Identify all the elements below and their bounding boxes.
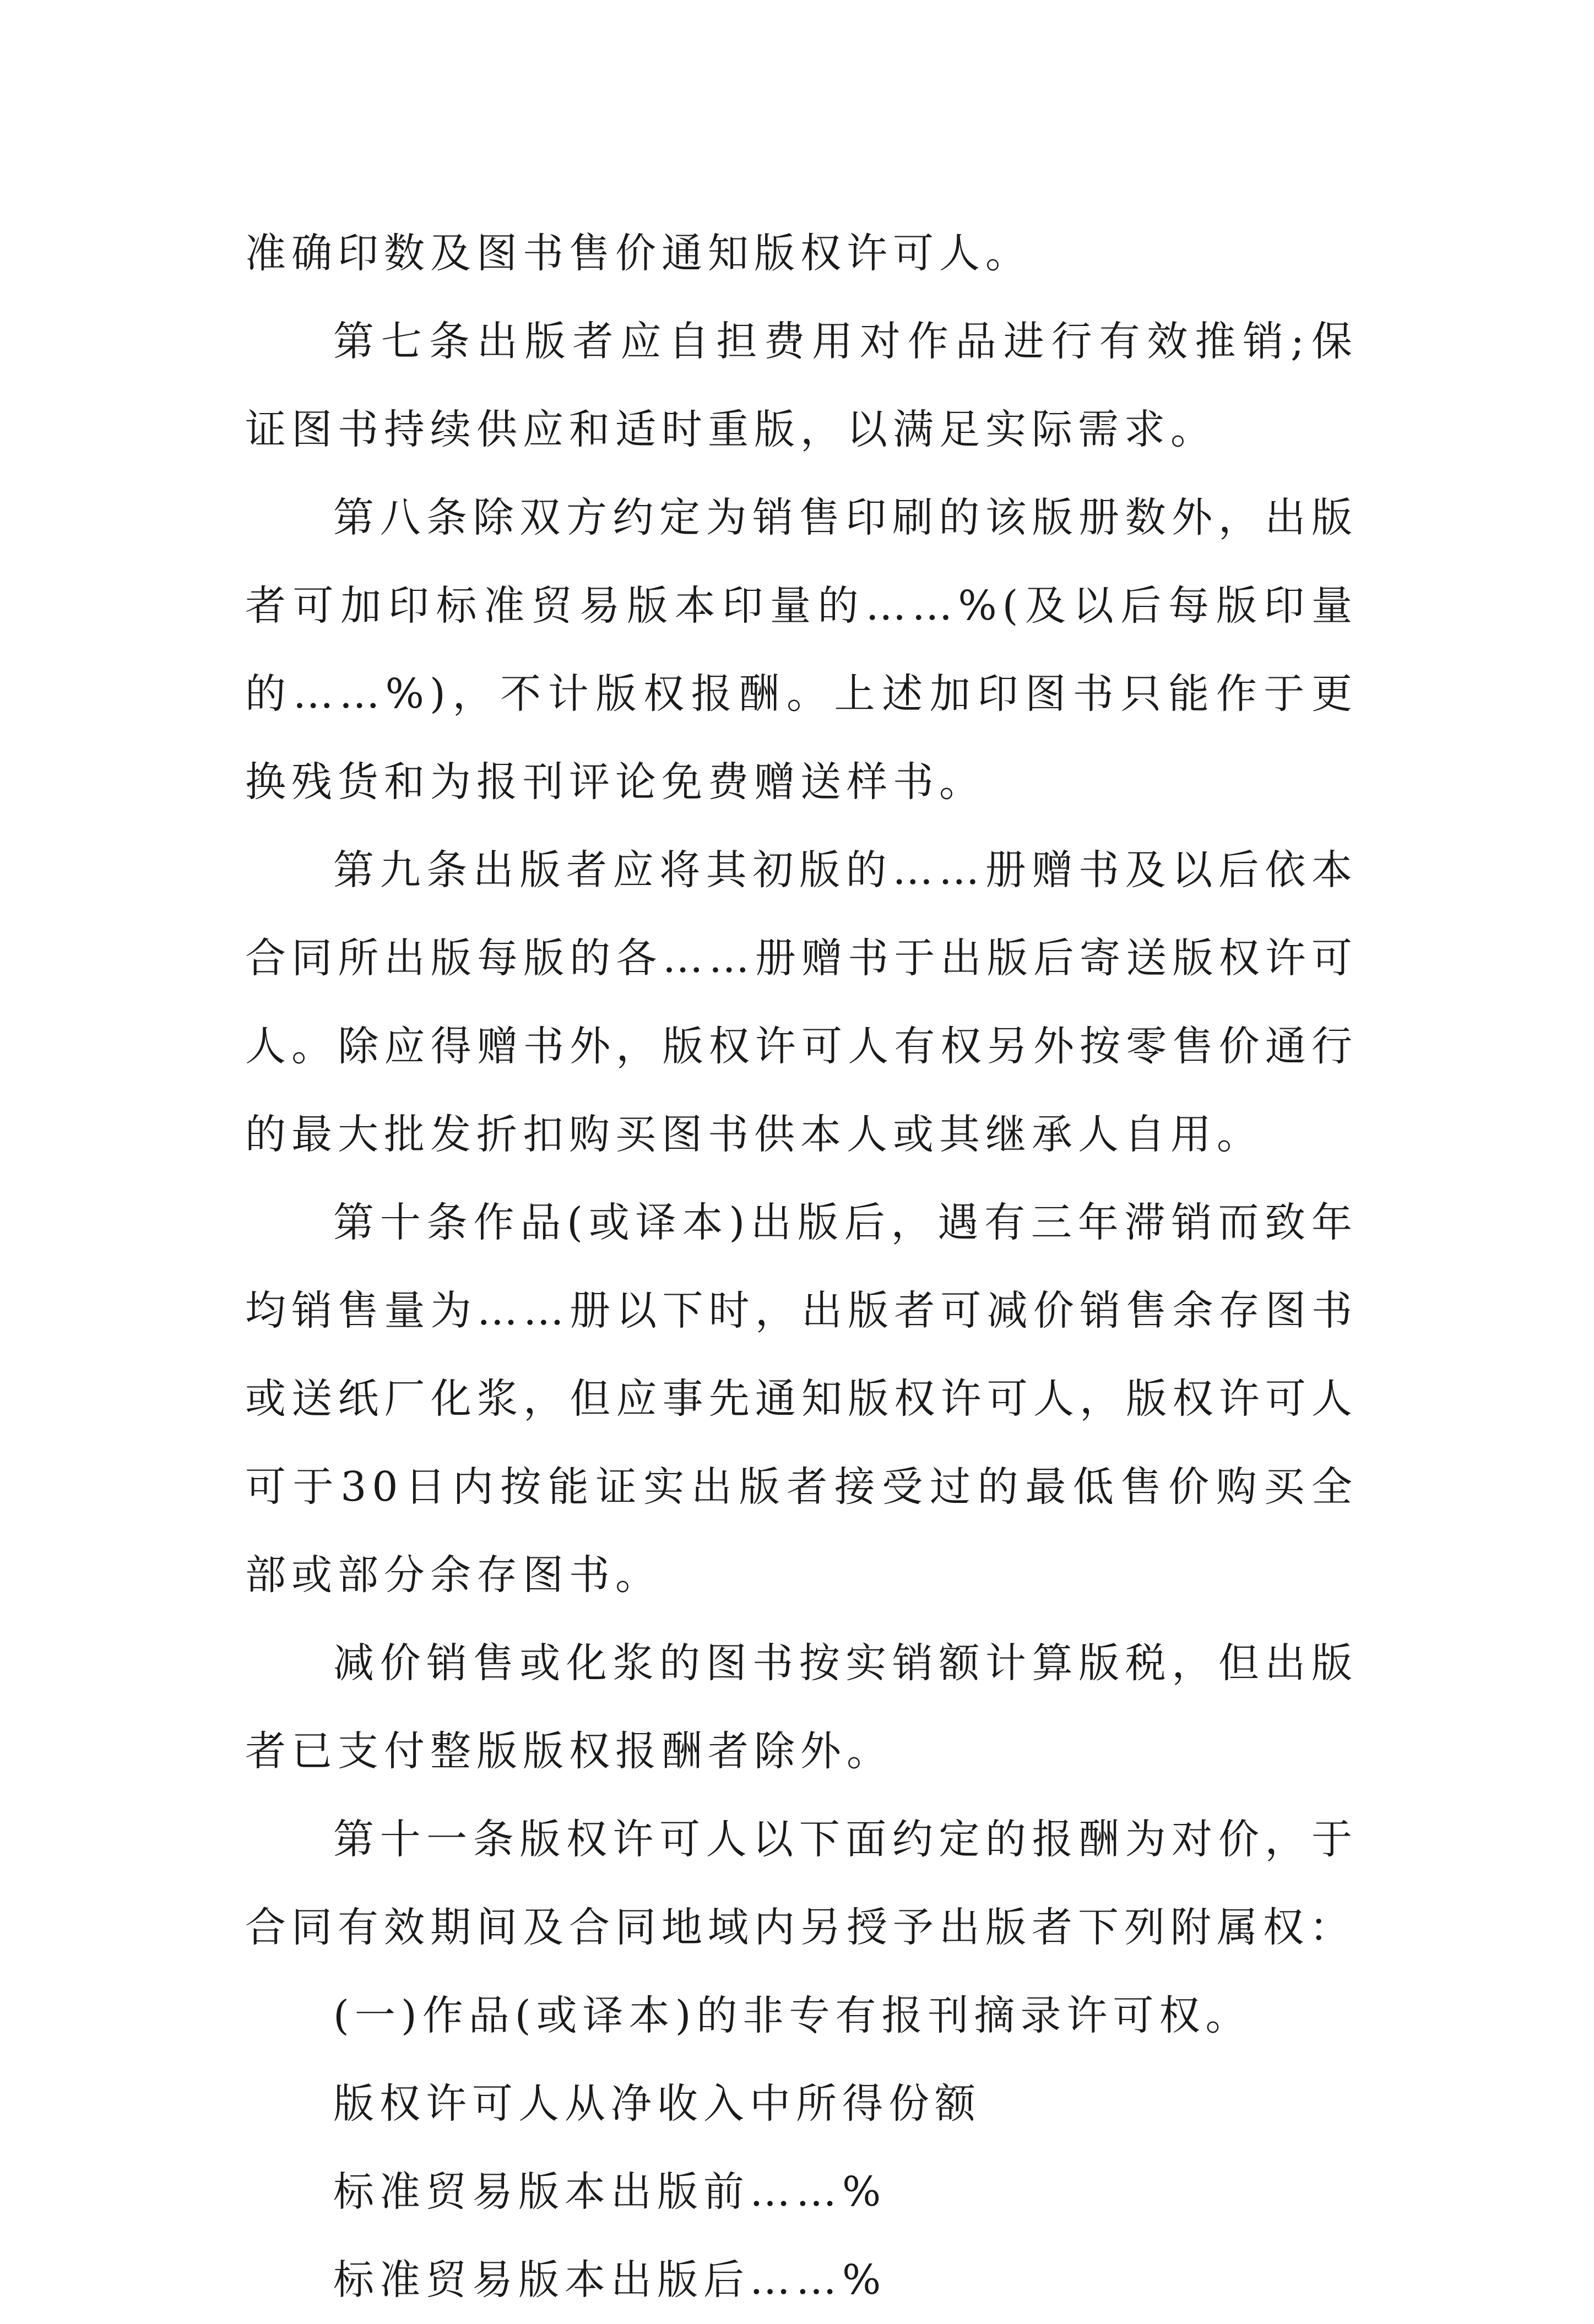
paragraph-article-11: 第十一条版权许可人以下面约定的报酬为对价，于合同有效期间及合同地域内另授予出版者下列附属权： [245,1816,1358,1951]
paragraph-article-9: 第九条出版者应将其初版的……册赠书及以后依本合同所出版每版的各……册赠书于出版后寄送版权许可人。除应得赠书外，版权许可人有权另外按零售价通行的最大批发折扣购买图书供本人或其继承人自用。 [245,846,1358,1158]
paragraph-article-7: 第七条出版者应自担费用对作品进行有效推销;保证图书持续供应和适时重版，以满足实际需求。 [245,318,1358,453]
paragraph-item-1: (一)作品(或译本)的非专有报刊摘录许可权。 [333,1992,1252,2039]
paragraph-continuation: 准确印数及图书售价通知版权许可人。 [245,230,1032,277]
paragraph-share-after: 标准贸易版本出版后……% [333,2256,887,2304]
paragraph-article-8: 第八条除双方约定为销售印刷的该版册数外，出版者可加印标准贸易版本印量的……%(及以后每版印量的……%)，不计版权报酬。上述加印图书只能作于更换残货和为报刊评论免费赠送样书。 [245,494,1358,806]
paragraph-discount-sales: 减价销售或化浆的图书按实销额计算版税，但出版者已支付整版版权报酬者除外。 [245,1639,1358,1775]
paragraph-share-before: 标准贸易版本出版前……% [333,2168,887,2216]
paragraph-share-heading: 版权许可人从净收入中所得份额 [333,2080,981,2127]
document-body [245,209,1358,2324]
paragraph-article-10: 第十条作品(或译本)出版后，遇有三年滞销而致年均销售量为……册以下时，出版者可减价销售余存图书或送纸厂化浆，但应事先通知版权许可人，版权许可人可于30日内按能证实出版者接受过的最低售价购买全部或部分余存图书。 [245,1199,1358,1599]
